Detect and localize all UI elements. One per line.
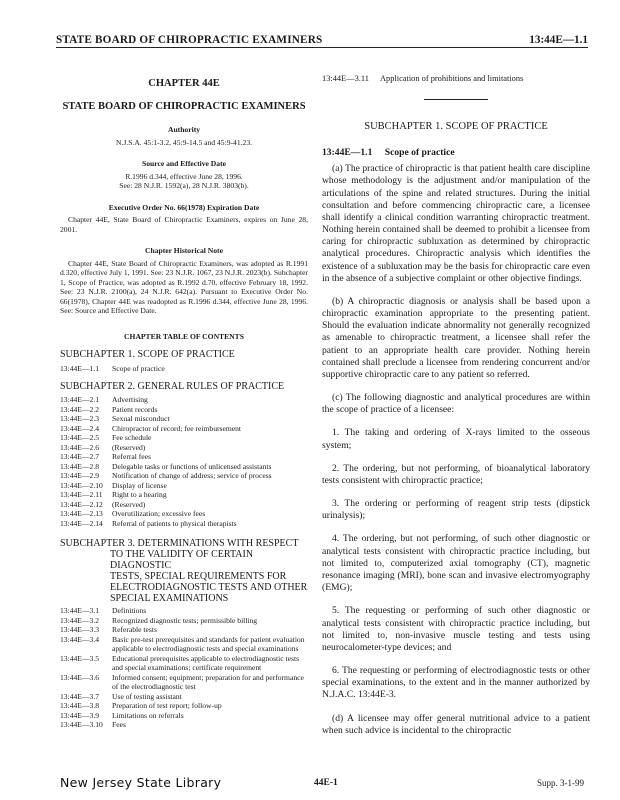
section-paragraph: 6. The requesting or performing of electrodiagnostic tests or other special examinations, to the extent and in the manner authorized by N.J.A.C. 13:44E-3. bbox=[322, 665, 590, 701]
left-column bbox=[60, 60, 308, 730]
toc-entry-title: Fees bbox=[112, 720, 126, 730]
toc-entry-number: 13:44E—1.1 bbox=[60, 363, 100, 373]
toc-entry-number: 13:44E—2.4 bbox=[60, 423, 100, 433]
running-header-title: STATE BOARD OF CHIROPRACTIC EXAMINERS bbox=[56, 34, 323, 46]
toc-entry bbox=[60, 462, 308, 471]
toc-entry bbox=[60, 654, 308, 673]
toc-entry bbox=[60, 711, 308, 720]
section-body bbox=[322, 163, 590, 737]
toc-entry-number: 13:44E—2.7 bbox=[60, 452, 100, 462]
toc-entry-title: Fee schedule bbox=[112, 433, 152, 443]
toc-entry-number: 13:44E—2.1 bbox=[60, 395, 100, 405]
toc-entry-title: Overutilization; excessive fees bbox=[112, 509, 206, 519]
toc-entry-number: 13:44E—2.9 bbox=[60, 471, 100, 481]
toc-entry bbox=[60, 625, 308, 634]
section-paragraph: (d) A licensee may offer general nutritional advice to a patient when such advice is incidental to the chiropractic bbox=[322, 712, 590, 736]
section-paragraph: 1. The taking and ordering of X-rays limited to the osseous system; bbox=[322, 427, 590, 451]
toc-entry-number: 13:44E—3.6 bbox=[60, 672, 100, 682]
toc-entry-number: 13:44E—3.7 bbox=[60, 691, 100, 701]
authority-heading: Authority bbox=[167, 125, 201, 135]
toc-entry bbox=[60, 395, 308, 404]
toc-entry-title: (Reserved) bbox=[112, 499, 146, 509]
toc-entry bbox=[60, 500, 308, 509]
toc-entry-number: 13:44E—2.5 bbox=[60, 433, 100, 443]
toc-entry-number: 13:44E—2.3 bbox=[60, 414, 100, 424]
supplement-date: Supp. 3-1-99 bbox=[537, 778, 584, 788]
subchapter-title: SUBCHAPTER 1. SCOPE OF PRACTICE bbox=[364, 120, 548, 132]
board-title: STATE BOARD OF CHIROPRACTIC EXAMINERS bbox=[62, 101, 306, 113]
toc-entry-title: Definitions bbox=[112, 606, 147, 616]
section-title: Scope of practice bbox=[384, 147, 455, 158]
toc-entry bbox=[60, 673, 308, 692]
toc-entry-title: Sexual misconduct bbox=[112, 414, 170, 424]
toc-item-number: 13:44E—3.11 bbox=[322, 74, 369, 83]
toc-entry bbox=[60, 635, 308, 654]
toc-title: CHAPTER TABLE OF CONTENTS bbox=[124, 331, 244, 341]
toc-entry-number: 13:44E—2.8 bbox=[60, 461, 100, 471]
toc-entry-number: 13:44E—3.8 bbox=[60, 701, 100, 711]
subchapter-2-list bbox=[60, 395, 308, 528]
section-paragraph: 4. The ordering, but not performing, of such other diagnostic or analytical tests consistent with chiropractic practice including, but not limited to, computerized axial tomography (CT), magnetic resonance imaging (MRI), bone scan and invasive electromyography (EMG); bbox=[322, 533, 590, 594]
toc-entry-number: 13:44E—2.11 bbox=[60, 490, 103, 500]
running-header-section: 13:44E—1.1 bbox=[529, 34, 588, 46]
toc-entry-number: 13:44E—2.13 bbox=[60, 509, 103, 519]
section-paragraph: 5. The requesting or performing of such other diagnostic or analytical tests consistent with chiropractic practice including, but not limited to, non-invasive muscle testing and tests using neurocalometer-type devices; and bbox=[322, 605, 590, 653]
toc-entry-number: 13:44E—3.3 bbox=[60, 625, 100, 635]
subchapter-3-heading-line-1: SUBCHAPTER 3. DETERMINATIONS WITH RESPECT bbox=[60, 538, 299, 550]
toc-entry-number: 13:44E—3.1 bbox=[60, 606, 100, 616]
subchapter-3-heading-line-3: TESTS, SPECIAL REQUIREMENTS FOR bbox=[110, 571, 287, 583]
toc-entry-title: Notification of change of address; service of process bbox=[112, 471, 272, 481]
toc-entry bbox=[60, 616, 308, 625]
toc-entry-number: 13:44E—3.10 bbox=[60, 720, 103, 730]
toc-entry-title: Chiropractor of record; fee reimbursement bbox=[112, 423, 242, 433]
toc-entry-number: 13:44E—3.9 bbox=[60, 710, 100, 720]
toc-entry-number: 13:44E—2.2 bbox=[60, 404, 100, 414]
toc-entry-number: 13:44E—3.2 bbox=[60, 615, 100, 625]
toc-entry-title: Referral of patients to physical therapists bbox=[112, 518, 237, 528]
toc-entry bbox=[60, 701, 308, 710]
section-paragraph: 2. The ordering, but not performing, of bioanalytical laboratory tests consistent with chiropractic practice; bbox=[322, 462, 590, 486]
toc-entry-title: Use of testing assistant bbox=[112, 691, 182, 701]
toc-entry-title: Referable tests bbox=[112, 625, 157, 635]
toc-entry-title: Referral fees bbox=[112, 452, 151, 462]
toc-entry bbox=[60, 720, 308, 729]
historical-note-text: Chapter 44E, State Board of Chiropractic Examiners, was adopted as R.1991 d.320, effective July 1, 1991. See: 23 N.J.R. 1067, 23 N.J.R. 2023(b). Subchapter 1, Scope of Practice, was adopted as R.1992 d.70, effective February 18, 1992. See: 23 N.J.R. 2100(a), 24 N.J.R. 642(a). Pursuant to Executive Order No. 66(1978), Chapter 44E was readopted as R.1996 d.344, effective June 28, 1996. See: Source and Effective Date. bbox=[60, 258, 308, 316]
historical-note-heading: Chapter Historical Note bbox=[145, 246, 223, 256]
toc-continuation-row bbox=[322, 74, 590, 85]
section-heading bbox=[322, 147, 590, 159]
toc-entry-number: 13:44E—3.5 bbox=[60, 653, 100, 663]
subchapter-2-heading: SUBCHAPTER 2. GENERAL RULES OF PRACTICE bbox=[60, 380, 285, 392]
toc-entry-title: Delegable tasks or functions of unlicensed assistants bbox=[112, 461, 272, 471]
section-paragraph: (a) The practice of chiropractic is that patient health care discipline whose methodology is the adjustment and/or manipulation of the articulations of the spine and related structures. During the initial consultation and before commencing chiropractic care, a licensee shall identify a clinical condition warranting chiropractic treatment. Nothing herein contained shall be deemed to prohibit a licensee from caring for chiropractic subluxation as determined by chiropractic analytical procedures. Chiropractic analysis which identifies the existence of a subluxation may be the basis for chiropractic care even in the absence of a subjective complaint or other objective findings. bbox=[322, 163, 590, 284]
toc-entry-title: Preparation of test report; follow-up bbox=[112, 701, 222, 711]
exec-order-heading: Executive Order No. 66(1978) Expiration Date bbox=[108, 202, 260, 212]
toc-entry-title: Scope of practice bbox=[112, 363, 165, 373]
chapter-title: CHAPTER 44E bbox=[148, 78, 220, 89]
toc-entry-title: Patient records bbox=[112, 404, 158, 414]
section-paragraph: (b) A chiropractic diagnosis or analysis shall be based upon a chiropractic examination appropriate to the presenting patient. Should the evaluation indicate abnormality not generally recognized as amenable to chiropractic treatment, a licensee shall refer the patient to an appropriate health care provider. Nothing herein contained shall preclude a licensee from rendering concurrent and/or supportive chiropractic care to any patient so referred. bbox=[322, 295, 590, 380]
toc-entry bbox=[60, 443, 308, 452]
toc-item-title: Application of prohibitions and limitations bbox=[380, 74, 524, 83]
subchapter-1-heading: SUBCHAPTER 1. SCOPE OF PRACTICE bbox=[60, 349, 235, 360]
toc-entry bbox=[60, 452, 308, 461]
toc-entry-title: Recognized diagnostic tests; permissible billing bbox=[112, 615, 258, 625]
toc-entry bbox=[60, 364, 308, 373]
source-line-2: See: 28 N.J.R. 1592(a), 28 N.J.R. 3803(b). bbox=[119, 181, 249, 191]
toc-entry bbox=[60, 414, 308, 423]
section-number: 13:44E—1.1 bbox=[322, 147, 373, 158]
source-heading: Source and Effective Date bbox=[141, 159, 226, 169]
toc-entry-title: (Reserved) bbox=[112, 442, 146, 452]
toc-entry-number: 13:44E—2.10 bbox=[60, 480, 103, 490]
toc-entry-number: 13:44E—2.14 bbox=[60, 518, 103, 528]
toc-entry bbox=[60, 692, 308, 701]
subchapter-3-list bbox=[60, 606, 308, 729]
toc-entry bbox=[60, 481, 308, 490]
section-paragraph: (c) The following diagnostic and analytical procedures are within the scope of practice of a licensee: bbox=[322, 392, 590, 416]
section-paragraph: 3. The ordering or performing of reagent strip tests (dipstick urinalysis); bbox=[322, 498, 590, 522]
toc-entry bbox=[60, 606, 308, 615]
toc-entry bbox=[60, 490, 308, 499]
subchapter-1-list bbox=[60, 364, 308, 373]
toc-entry bbox=[60, 471, 308, 480]
toc-entry-title: Limitations on referrals bbox=[112, 710, 184, 720]
subchapter-3-heading-line-4: ELECTRODIAGNOSTIC TESTS AND OTHER bbox=[110, 582, 308, 594]
toc-entry-title: Informed consent; equipment; preparation for and performance of the electrodiagnostic test bbox=[112, 672, 304, 692]
library-watermark: New Jersey State Library bbox=[60, 775, 222, 790]
source-line-1: R.1996 d.344, effective June 28, 1996. bbox=[125, 171, 243, 181]
toc-entry-title: Educational prerequisites applicable to electrodiagnostic tests and special examinations; certificate requirement bbox=[112, 653, 300, 673]
subchapter-3-heading-line-5: SPECIAL EXAMINATIONS bbox=[110, 593, 229, 605]
toc-entry bbox=[60, 424, 308, 433]
authority-text: N.J.S.A. 45:1-3.2, 45:9-14.5 and 45:9-41.23. bbox=[115, 137, 253, 147]
toc-entry-title: Right to a hearing bbox=[112, 490, 167, 500]
right-column bbox=[322, 60, 590, 748]
toc-entry-title: Advertising bbox=[112, 395, 148, 405]
toc-entry-number: 13:44E—2.12 bbox=[60, 499, 103, 509]
section-divider-rule bbox=[424, 99, 488, 100]
toc-entry bbox=[60, 509, 308, 518]
subchapter-3-heading bbox=[60, 538, 308, 604]
toc-entry-number: 13:44E—3.4 bbox=[60, 634, 100, 644]
exec-order-text: Chapter 44E, State Board of Chiropractic Examiners, expires on June 28, 2001. bbox=[60, 215, 308, 234]
page-number: 44E-1 bbox=[314, 778, 338, 788]
toc-entry-title: Display of license bbox=[112, 480, 167, 490]
header-rule bbox=[56, 47, 588, 48]
toc-entry-title: Basic pre-test prerequisites and standards for patient evaluation applicable to electrodiagnostic tests and special examinations bbox=[112, 634, 305, 654]
toc-entry-number: 13:44E—2.6 bbox=[60, 442, 100, 452]
toc-entry bbox=[60, 519, 308, 528]
toc-entry bbox=[60, 433, 308, 442]
subchapter-3-heading-line-2: TO THE VALIDITY OF CERTAIN DIAGNOSTIC bbox=[110, 549, 254, 572]
toc-entry bbox=[60, 405, 308, 414]
